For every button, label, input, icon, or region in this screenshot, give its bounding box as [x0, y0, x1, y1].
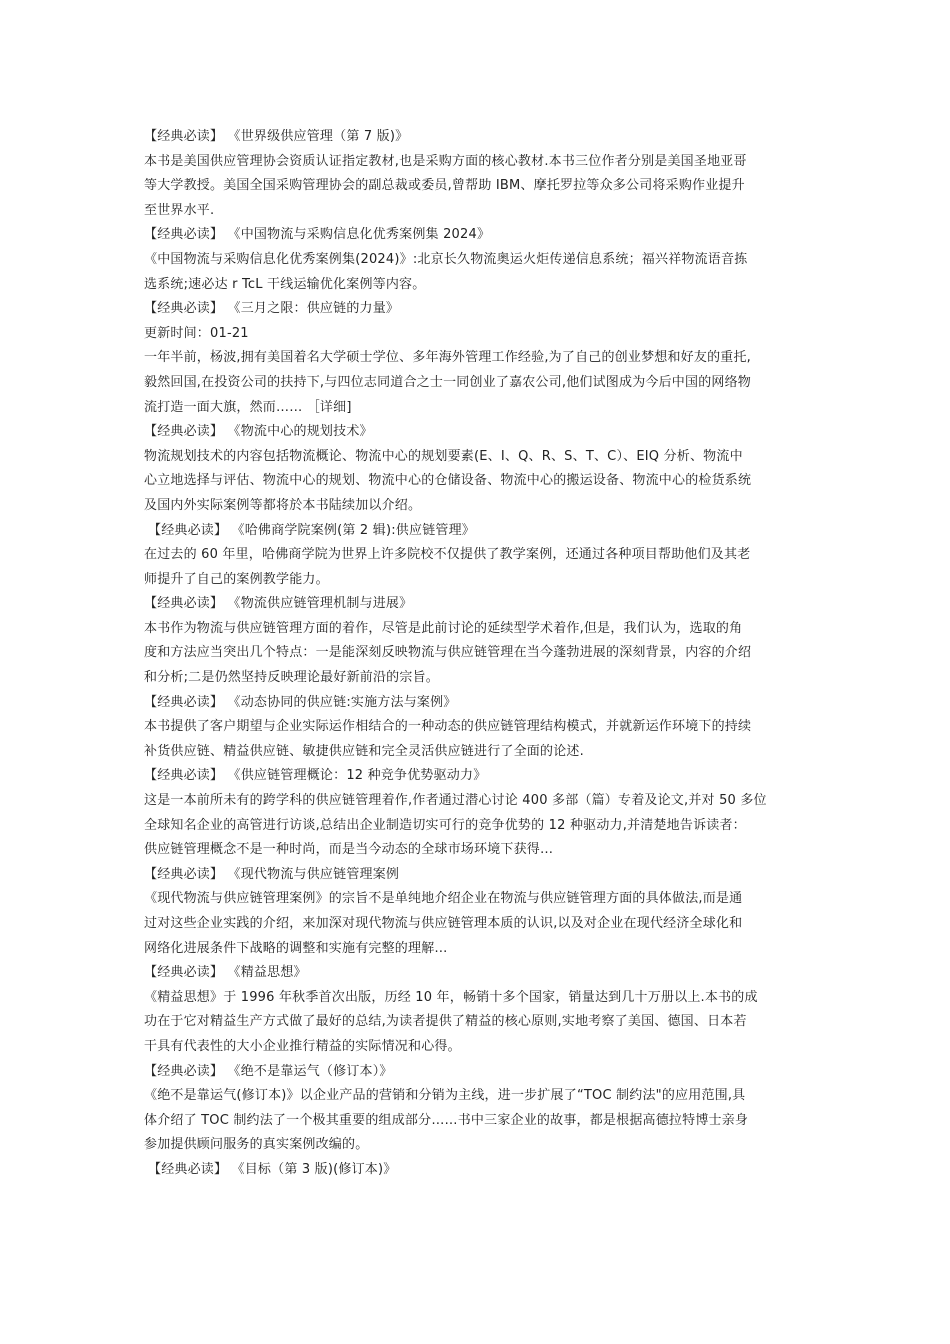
description-line: 至世界水平.: [144, 202, 215, 218]
description-line: 选系统;速必达 r TcL 干线运输优化案例等内容。: [144, 276, 426, 292]
description-line: 干具有代表性的大小企业推行精益的实际情况和心得。: [144, 1038, 461, 1054]
description-line: 《中国物流与采购信息化优秀案例集(2024)》:北京长久物流奥运火炬传递信息系统；福兴祥物流语音拣: [144, 251, 748, 267]
book-entry: [144, 297, 808, 420]
book-entry: [144, 1060, 808, 1158]
description-line: 《现代物流与供应链管理案例》的宗旨不是单纯地介绍企业在物流与供应链管理方面的具体做法,而是通: [144, 891, 743, 907]
description-line: 全球知名企业的高管进行访谈,总结出企业制造切实可行的竞争优势的 12 种驱动力,并清楚地告诉读者：: [144, 817, 746, 833]
book-heading: 【经典必读】 《目标（第 3 版)(修订本)》: [148, 1161, 397, 1177]
description-line: 师提升了自己的案例教学能力。: [144, 571, 329, 587]
book-entry: [144, 420, 808, 518]
book-entry: [144, 764, 808, 862]
description-line: 本书是美国供应管理协会资质认证指定教材,也是采购方面的核心教材.本书三位作者分别是美国圣地亚哥: [144, 153, 747, 169]
book-entry: [144, 519, 808, 593]
description-line: 等大学教授。美国全国采购管理协会的副总裁或委员,曾帮助 IBM、摩托罗拉等众多公司将采购作业提升: [144, 178, 745, 194]
description-line: 《精益思想》于 1996 年秋季首次出版，历经 10 年，畅销十多个国家，销量达到几十万册以上.本书的成: [144, 989, 758, 1005]
book-heading: 【经典必读】 《三月之限：供应链的力量》: [144, 301, 400, 317]
book-entry: [144, 691, 808, 765]
book-entry: [144, 223, 808, 297]
book-heading: 【经典必读】 《供应链管理概论：12 种竞争优势驱动力》: [144, 768, 487, 784]
description-line: 本书提供了客户期望与企业实际运作相结合的一种动态的供应链管理结构模式，并就新运作环境下的持续: [144, 719, 752, 735]
description-line: 补货供应链、精益供应链、敏捷供应链和完全灵活供应链进行了全面的论述.: [144, 743, 584, 759]
book-entry: [144, 863, 808, 961]
book-heading: 【经典必读】 《绝不是靠运气（修订本）》: [144, 1063, 393, 1079]
book-heading: 【经典必读】 《哈佛商学院案例(第 2 辑):供应链管理》: [148, 522, 475, 538]
description-line: 流打造一面大旗，然而…… ［详细]: [144, 399, 352, 415]
description-line: 度和方法应当突出几个特点：一是能深刻反映物流与供应链管理在当今蓬勃进展的深刻背景，内容的介绍: [144, 645, 752, 661]
book-entry: [144, 592, 808, 690]
description-line: 毅然回国,在投资公司的扶持下,与四位志同道合之士一同创业了嘉农公司,他们试图成为今后中国的网络物: [144, 374, 751, 390]
description-line: 参加提供顾问服务的真实案例改编的。: [144, 1137, 369, 1153]
book-entry: [144, 1158, 808, 1183]
book-heading: 【经典必读】 《动态协同的供应链:实施方法与案例》: [144, 694, 457, 710]
description-line: 功在于它对精益生产方式做了最好的总结,为读者提供了精益的核心原则,实地考察了美国、德国、日本若: [144, 1014, 747, 1030]
book-heading: 【经典必读】 《世界级供应管理（第 7 版)》: [144, 129, 409, 144]
description-line: 和分析;二是仍然坚持反映理论最好新前沿的宗旨。: [144, 670, 439, 686]
book-entry: [144, 125, 808, 223]
description-line: 过对这些企业实践的介绍，来加深对现代物流与供应链管理本质的认识,以及对企业在现代经济全球化和: [144, 916, 743, 931]
description-line: 这是一本前所未有的跨学科的供应链管理着作,作者通过潜心讨论 400 多部（篇）专着及论文,并对 50 多位: [144, 793, 767, 809]
book-entry: [144, 961, 808, 1059]
description-line: 心立地选择与评估、物流中心的规划、物流中心的仓储设备、物流中心的搬运设备、物流中心的检货系统: [144, 473, 752, 489]
description-line: 本书作为物流与供应链管理方面的着作，尽管是此前讨论的延续型学术着作,但是，我们认为，选取的角: [144, 620, 743, 636]
description-line: 体介绍了 TOC 制约法了一个极其重要的组成部分……书中三家企业的故事，都是根据高德拉特博士亲身: [144, 1112, 749, 1128]
book-heading: 【经典必读】 《物流中心的规划技术》: [144, 424, 373, 440]
book-heading: 【经典必读】 《中国物流与采购信息化优秀案例集 2024》: [144, 227, 491, 243]
description-line: 供应链管理概念不是一种时尚，而是当今动态的全球市场环境下获得…: [144, 842, 554, 858]
description-line: 网络化进展条件下战略的调整和实施有完整的理解…: [144, 940, 448, 956]
description-line: 在过去的 60 年里，哈佛商学院为世界上许多院校不仅提供了教学案例，还通过各种项目帮助他们及其老: [144, 547, 751, 563]
description-line: 一年半前，杨波,拥有美国着名大学硕士学位、多年海外管理工作经验,为了自己的创业梦想和好友的重托,: [144, 350, 751, 366]
description-line: 及国内外实际案例等都将於本书陆续加以介绍。: [144, 497, 422, 513]
book-heading: 【经典必读】 《精益思想》: [144, 965, 307, 981]
document-body: [144, 125, 808, 1183]
book-heading: 【经典必读】 《物流供应链管理机制与进展》: [144, 596, 413, 612]
description-line: 更新时间：01-21: [144, 325, 249, 341]
description-line: 《绝不是靠运气(修订本)》以企业产品的营销和分销为主线，进一步扩展了“TOC 制约法"的应用范围,具: [144, 1088, 746, 1104]
description-line: 物流规划技术的内容包括物流概论、物流中心的规划要素(E、I、Q、R、S、T、C）、EIQ 分析、物流中: [144, 448, 743, 464]
book-heading: 【经典必读】 《现代物流与供应链管理案例: [144, 866, 400, 882]
